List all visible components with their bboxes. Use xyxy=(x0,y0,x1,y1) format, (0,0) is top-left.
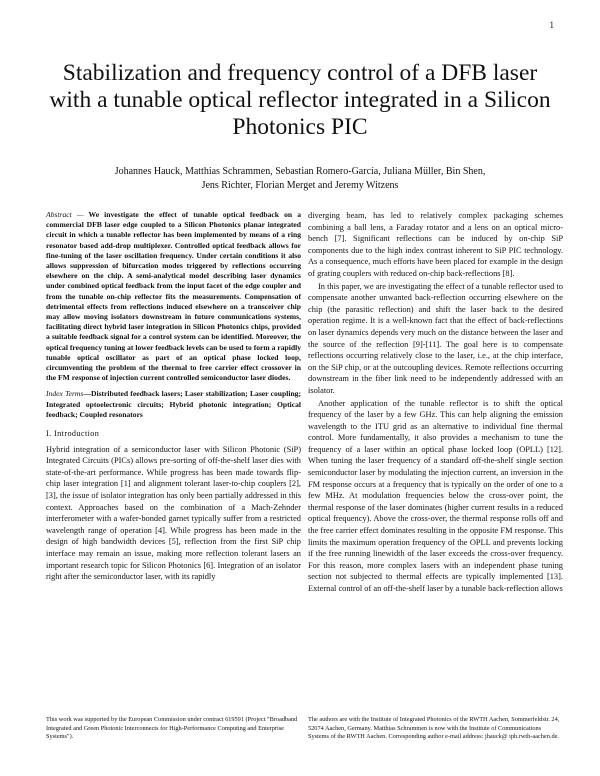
funding-footnote xyxy=(46,716,301,742)
funding-footnote-text: This work was supported by the European Commission under contract 619591 (Project "Broadband Integrated and Green Photonic Interconnects for High-Performance Computing and Enterprise Systems"). xyxy=(46,716,298,741)
right-column xyxy=(308,210,563,596)
index-terms-text: —Distributed feedback lasers; Laser stabilization; Laser coupling; Integrated optoelectronic circuits; Hybrid photonic integration; Optical feedback; Coupled resonators xyxy=(46,389,301,419)
abstract xyxy=(46,210,301,383)
abstract-text: We investigate the effect of tunable optical feedback on a commercial DFB laser edge coupled to a Silicon Photonics planar integrated circuit in which a tunable reflector has been implemented by means of a ring resonator based add-drop multiplexer. Controlled optical feedback allows for fine-tuning of the laser oscillation frequency. Under certain conditions it also allows suppression of bifurcation modes triggered by reflections occurring elsewhere on the chip. A semi-analytical model describing laser dynamics under combined optical feedback from the input facet of the edge coupler and from the tunable on-chip reflector fits the measurements. Compensation of detrimental effects from reflections induced elsewhere on a transceiver chip may allow moving isolators downstream in future communications systems, facilitating direct hybrid laser integration in Silicon Photonics chips, provided a suitable feedback signal for a control system can be identified. Moreover, the optical frequency tuning at lower feedback levels can be used to form a rapidly tunable optical oscillator as part of an optical phase locked loop, circumventing the problem of the thermal to free carrier effect crossover in the FM response of injection current controlled semiconductor laser diodes. xyxy=(46,210,301,383)
intro-paragraph-1: Hybrid integration of a semiconductor laser with Silicon Photonic (SiP) Integrated Circuits (PICs) allows pre-sorting of off-the-shelf laser dies with state-of-the-art performance. While progress has been made towards flip-chip laser integration [1] and alignment tolerant laser-to-chip couplers [2], [3], the issue of isolator integration has only been partially addressed in this context. Approaches based on the combination of a Mach-Zehnder interferometer with a wafer-bonded garnet typically suffer from a restricted wavelength range of operation [4]. While progress has been made in the design of high bandwidth devices [5], reflection from the first SiP chip interface may remain an issue, making more reflection tolerant lasers an important research topic for Silicon Photonics [6]. Integration of an isolator right after the semiconductor laser, with its rapidly xyxy=(46,444,301,582)
affiliation-footnote-text: The authors are with the Institute of Integrated Photonics of the RWTH Aachen, Sommerfeldstr. 24, 52074 Aachen, Germany. Matthias Schrammen is now with the Institute of Communications Systems of the RWTH Aachen. Corresponding author e-mail address: jhauck@ iph.rwth-aachen.de. xyxy=(308,716,560,741)
paper-title: Stabilization and frequency control of a DFB laser with a tunable optical reflector integrated in a Silicon Photonics PIC xyxy=(49,60,551,140)
authors-line-2: Jens Richter, Florian Merget and Jeremy Witzens xyxy=(201,180,399,191)
right-paragraph-3: Another application of the tunable reflector is to shift the optical frequency of the laser by a few GHz. This can help aligning the emission wavelength to the ITU grid as an alternative to individual fine thermal control. More fundamentally, it also provides a mechanism to tune the frequency of a laser within an optical phase locked loop (OPLL) [12]. When tuning the laser frequency of a standard off-the-shelf single section semiconductor laser by modulating the injection current, an inversion in the FM response occurs at a frequency that is typically on the order of one to a few MHz. At modulation frequencies below the cross-over point, the thermal response of the laser dominates (higher current results in a reduced optical frequency). Above the cross-over, the thermal response rolls off and the free carrier effect dominates resulting in the opposite FM response. This limits the maximum operation frequency of the OPLL and prevents locking if the free running linewidth of the laser exceeds the cross-over frequency. For this reason, more complex lasers with an independent phase tuning section not subjected to thermal effects are typically implemented [13]. External control of an off-the-shelf laser by a tunable back-reflection allows xyxy=(308,398,563,593)
index-terms-label: Index Terms xyxy=(46,389,84,399)
page-number: 1 xyxy=(549,20,554,30)
abstract-label: Abstract — xyxy=(46,210,84,219)
authors-line-1: Johannes Hauck, Matthias Schrammen, Sebastian Romero-García, Juliana Müller, Bin Shen, xyxy=(114,166,486,177)
affiliation-footnote xyxy=(308,716,563,742)
left-column xyxy=(46,210,301,584)
right-paragraph-2: In this paper, we are investigating the effect of a tunable reflector used to compensate another unwanted back-reflection occurring elsewhere on the chip (the parasitic reflection) and shift the laser back to the desired operation regime. It is a well-known fact that the effect of back-reflections on laser dynamics depends very much on the distance between the laser and the source of the reflection [9]-[11]. The goal here is to compensate reflections occurring relatively close to the laser, i.e., at the chip interface, on the SiP chip, or at the outcoupling devices. Remote reflections occurring downstream in the fiber link need to be independently addressed with an isolator. xyxy=(308,281,563,395)
right-paragraph-1: diverging beam, has led to relatively complex packaging schemes combining a ball lens, a Faraday rotator and a lens on an optical micro-bench [7]. Significant reflections can be induced by on-chip SiP components due to the high index contrast inherent to SiP PIC technology. As a consequence, much efforts have been placed for example in the design of grating couplers with reduced on-chip back-reflections [8]. xyxy=(308,211,563,278)
section-heading-introduction: I. Introduction xyxy=(46,429,100,439)
author-list xyxy=(40,165,560,193)
index-terms xyxy=(46,389,301,420)
